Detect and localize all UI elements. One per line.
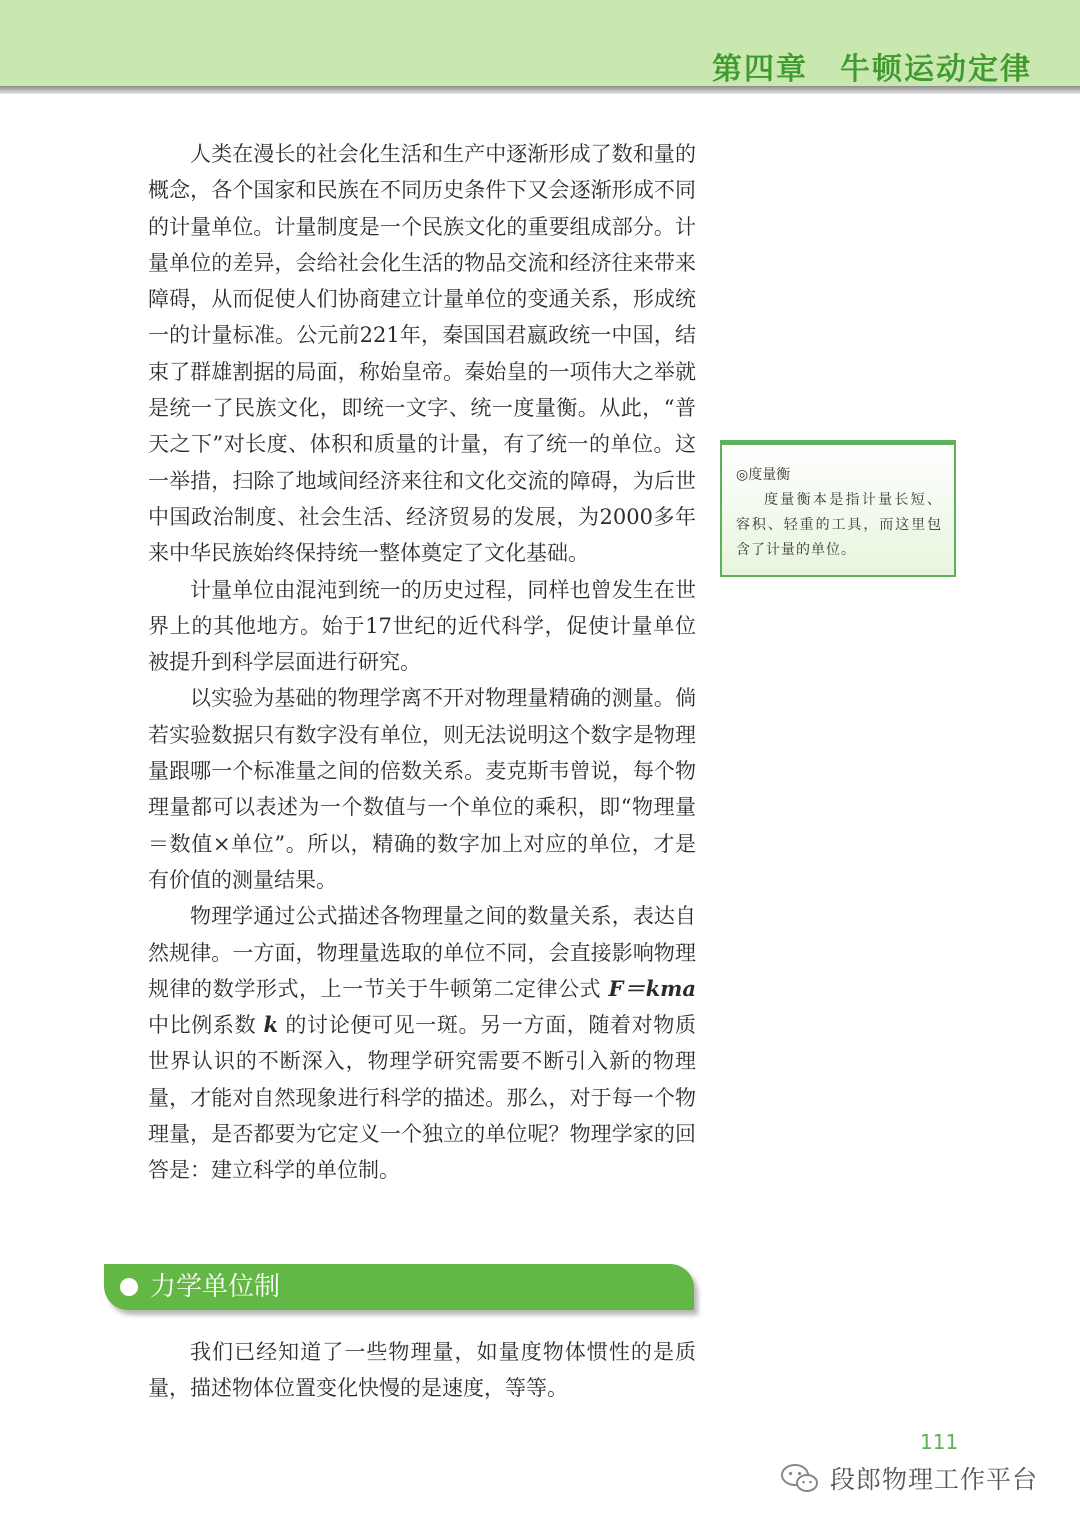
paragraph-1: 人类在漫长的社会化生活和生产中逐渐形成了数和量的概念，各个国家和民族在不同历史条件下又会逐渐形成不同的计量单位。计量制度是一个民族文化的重要组成部分。计量单位的差异，会给社会化生活的物品交流和经济往来带来障碍，从而促使人们协商建立计量单位的变通关系，形成统一的计量标准。公元前221年，秦国国君嬴政统一中国，结束了群雄割据的局面，称始皇帝。秦始皇的一项伟大之举就是统一了民族文化，即统一文字、统一度量衡。从此，“普天之下”对长度、体积和质量的计量，有了统一的单位。这一举措，扫除了地域间经济来往和文化交流的障碍，为后世中国政治制度、社会生活、经济贸易的发展，为2000多年来中华民族始终保持统一整体奠定了文化基础。 xyxy=(148,142,696,566)
side-note xyxy=(720,440,956,577)
section-heading xyxy=(104,1264,694,1310)
newton-formula: F＝kma xyxy=(608,975,696,1001)
wechat-icon xyxy=(780,1462,820,1494)
paragraph-2: 计量单位由混沌到统一的历史过程，同样也曾发生在世界上的其他地方。始于17世纪的近代科学，促使计量单位被提升到科学层面进行研究。 xyxy=(148,577,696,675)
paragraph-4-text-a: 物理学通过公式描述各物理量之间的数量关系，表达自然规律。一方面，物理量选取的单位不同，会直接影响物理规律的数学形式，上一节关于牛顿第二定律公式 xyxy=(148,904,696,1001)
watermark xyxy=(780,1458,1038,1498)
paragraph-4 xyxy=(148,898,696,1188)
paragraph-4-text-b: 中比例系数 xyxy=(148,1013,264,1038)
section-paragraph-1: 我们已经知道了一些物理量，如量度物体惯性的是质量，描述物体位置变化快慢的是速度，等等。 xyxy=(148,1340,696,1401)
bullet-dot-icon xyxy=(120,1278,138,1296)
side-note-title: ◎度量衡 xyxy=(736,467,791,483)
paragraph-4-text-c: 的讨论便可见一斑。另一方面，随着对物质世界认识的不断深入，物理学研究需要不断引入新的物理量，才能对自然现象进行科学的描述。那么，对于每一个物理量，是否都要为它定义一个独立的单位呢？物理学家的回答是：建立科学的单位制。 xyxy=(148,1013,696,1183)
watermark-text: 段郎物理工作平台 xyxy=(830,1465,1039,1494)
paragraph-3: 以实验为基础的物理学离不开对物理量精确的测量。倘若实验数据只有数字没有单位，则无法说明这个数字是物理量跟哪一个标准量之间的倍数关系。麦克斯韦曾说，每个物理量都可以表述为一个数值与一个单位的乘积，即“物理量＝数值×单位”。所以，精确的数字加上对应的单位，才是有价值的测量结果。 xyxy=(148,686,696,892)
proportionality-coefficient: k xyxy=(263,1012,279,1038)
section-title: 力学单位制 xyxy=(150,1272,281,1302)
main-text xyxy=(148,136,696,1189)
page-number: 111 xyxy=(920,1430,959,1454)
chapter-title: 第四章 牛顿运动定律 xyxy=(712,52,1032,87)
side-note-body: 度量衡本是指计量长短、容积、轻重的工具，而这里包含了计量的单位。 xyxy=(736,492,942,558)
section-text xyxy=(148,1334,696,1407)
